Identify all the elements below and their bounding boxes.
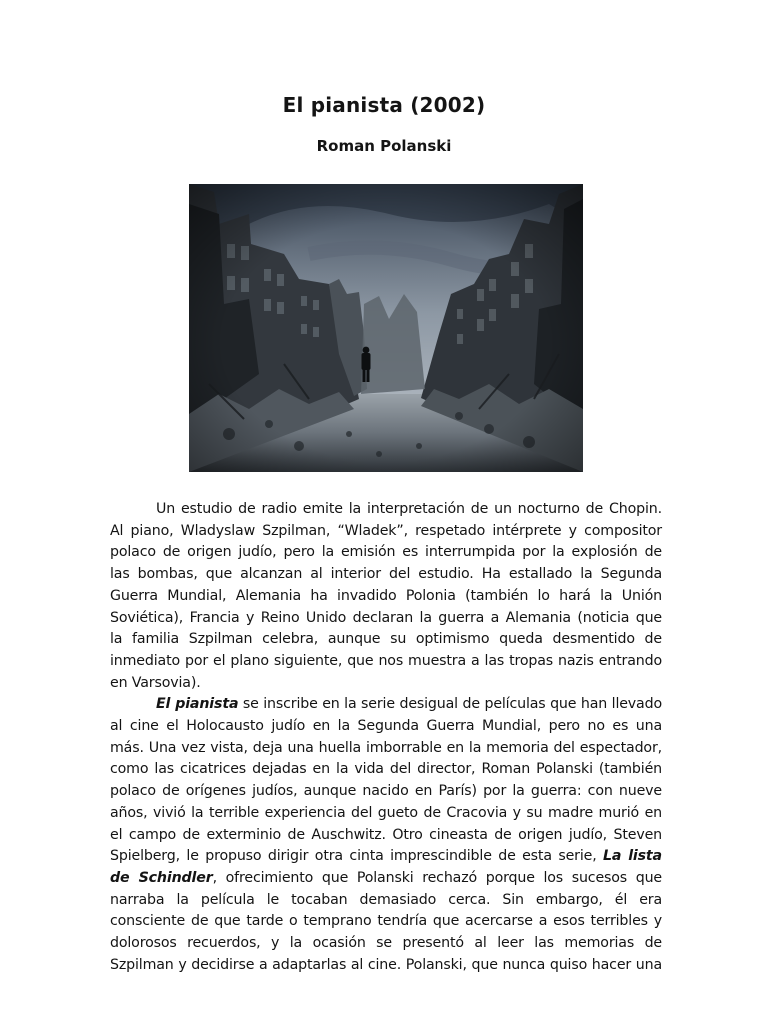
- film-title-emphasis: La lista: [603, 848, 662, 865]
- text-line: las bombas, que alcanzan al interior del estudio. Ha estallado la Segunda: [110, 566, 662, 583]
- text-line: la familia Szpilman celebra, aunque su optimismo queda desmentido de: [110, 631, 662, 648]
- text-line: dolorosos recuerdos, y la ocasión se presentó al leer las memorias de: [110, 935, 662, 952]
- text-line: años, vivió la terrible experiencia del gueto de Cracovia y su madre murió en: [110, 804, 662, 821]
- text-line: Guerra Mundial, Alemania ha invadido Polonia (también lo hará la Unión: [110, 587, 662, 604]
- text-line: Un estudio de radio emite la interpretación de un nocturno de Chopin.: [156, 501, 662, 517]
- film-title-emphasis: El pianista: [156, 696, 239, 713]
- text-line: Al piano, Wladyslaw Szpilman, “Wladek”, respetado intérprete y compositor: [110, 522, 662, 539]
- text-line: Spielberg, le propuso dirigir otra cinta imprescindible de esta serie, La lista: [110, 848, 662, 865]
- text-line: como las cicatrices dejadas en la vida del director, Roman Polanski (también: [110, 761, 662, 778]
- text-line: polaco de origen judío, pero la emisión es interrumpida por la explosión de: [110, 544, 662, 561]
- text-line: el campo de exterminio de Auschwitz. Otro cineasta de origen judío, Steven: [110, 826, 662, 843]
- text-line: inmediato por el plano siguiente, que nos muestra a las tropas nazis entrando: [110, 652, 662, 669]
- text-line: consciente de que tarde o temprano tendría que acercarse a esos terribles y: [110, 913, 662, 930]
- text-line: narraba la película le tocaban demasiado cerca. Sin embargo, él era: [110, 891, 662, 908]
- text-line: en Varsovia).: [110, 674, 201, 691]
- text-line: polaco de orígenes judíos, aunque nacido en París) por la guerra: con nueve: [110, 783, 662, 800]
- ruined-city-photo: [189, 184, 583, 472]
- author-name: Roman Polanski: [316, 137, 452, 155]
- body-text: [110, 499, 662, 976]
- text-line: El pianista se inscribe en la serie desigual de películas que han llevado: [156, 696, 662, 713]
- text-line: Szpilman y decidirse a adaptarlas al cine. Polanski, que nunca quiso hacer una: [110, 956, 662, 973]
- page-title: El pianista (2002): [282, 93, 486, 117]
- text-line: más. Una vez vista, deja una huella imborrable en la memoria del espectador,: [110, 739, 662, 756]
- text-line: Soviética), Francia y Reino Unido declaran la guerra a Alemania (noticia que: [110, 609, 662, 626]
- film-title-emphasis: de Schindler: [110, 869, 213, 886]
- text-line: de Schindler, ofrecimiento que Polanski rechazó porque los sucesos que: [110, 869, 663, 886]
- text-line: al cine el Holocausto judío en la Segunda Guerra Mundial, pero no es una: [110, 718, 662, 735]
